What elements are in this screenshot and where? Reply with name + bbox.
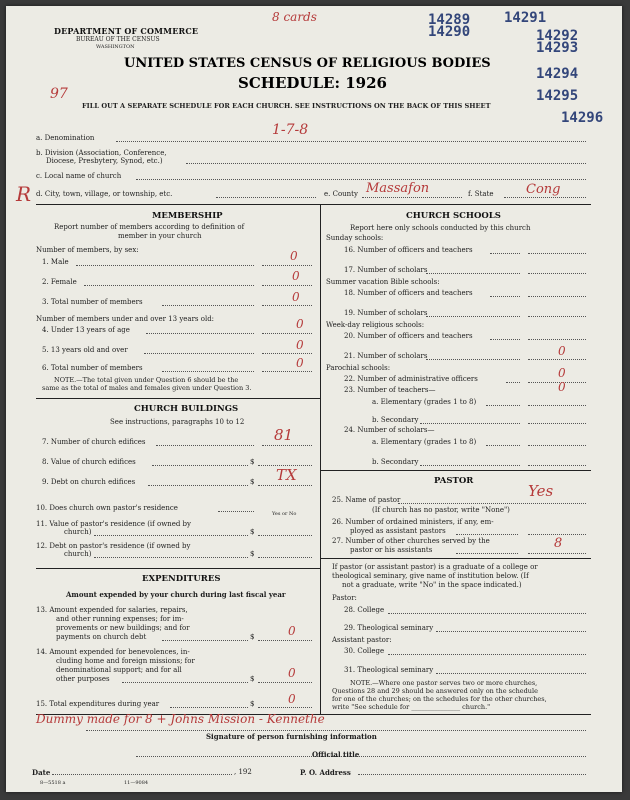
pastor-note-1: NOTE.—Where one pastor serves two or more churches,	[350, 679, 538, 687]
handwritten-r: R	[16, 182, 32, 206]
grad-note-2: theological seminary, give name of institution below. (If	[332, 572, 529, 580]
hw-over13: 0	[296, 338, 304, 352]
q14-line2: cluding home and foreign missions; for	[56, 657, 195, 665]
form-code-2: 11—9084	[124, 780, 149, 786]
local-name-label: c. Local name of church	[36, 172, 122, 180]
q2-female: 2. Female	[42, 278, 77, 286]
q8-value: 8. Value of church edifices	[42, 458, 136, 466]
stamp-number: 14290	[428, 24, 471, 40]
buildings-heading: CHURCH BUILDINGS	[134, 404, 239, 414]
q11-church: church)	[64, 528, 92, 536]
q26-line2: ployed as assistant pastors	[350, 527, 446, 535]
year-label: , 192	[234, 768, 252, 776]
handwritten-cards: 8 cards	[272, 10, 317, 24]
state-label: f. State	[468, 190, 494, 198]
q27-line2: pastor or his assistants	[350, 546, 433, 554]
division-label-2: Diocese, Presbytery, Synod, etc.)	[46, 157, 163, 165]
q25: 25. Name of pastor	[332, 496, 401, 504]
hw-pastor-name: Yes	[528, 482, 554, 500]
expenditures-sub: Amount expended by your church during last fiscal year	[66, 590, 286, 599]
dollar-sign: $	[250, 550, 255, 558]
hw-male: 0	[290, 249, 298, 263]
q16: 16. Number of officers and teachers	[344, 246, 473, 254]
q13-line1: 13. Amount expended for salaries, repairs,	[36, 606, 188, 614]
city-town-label: d. City, town, village, or township, etc.	[36, 190, 173, 198]
official-title-label: Official title	[312, 750, 360, 759]
handwritten-county: Massafon	[366, 181, 430, 196]
q28: 28. College	[344, 606, 385, 614]
grad-note-1: If pastor (or assistant pastor) is a graduate of a college or	[332, 563, 538, 571]
hw-salaries: 0	[288, 624, 296, 638]
q13-line4: payments on church debt	[56, 633, 147, 641]
schools-sub: Report here only schools conducted by this church	[350, 224, 531, 232]
membership-sub-2: member in your church	[118, 232, 202, 240]
pastor-sub: Pastor:	[332, 594, 357, 602]
pastor-note-4: write "See schedule for _______________ church."	[332, 703, 491, 711]
membership-note-2: same as the total of males and females given under Question 3.	[42, 384, 252, 392]
dollar-sign: $	[250, 633, 255, 641]
handwritten-state: Cong	[526, 182, 561, 197]
q24: 24. Number of scholars—	[344, 426, 435, 434]
grad-note-3: not a graduate, write "No" in the space indicated.)	[342, 581, 522, 589]
q25-hint: (If church has no pastor, write "None")	[372, 506, 510, 514]
q31: 31. Theological seminary	[344, 666, 434, 674]
q12-debt: 12. Debt on pastor's residence (if owned by	[36, 542, 191, 550]
hw-admin-officers: 0	[558, 366, 566, 380]
q30: 30. College	[344, 647, 385, 655]
q7-edifices: 7. Number of church edifices	[42, 438, 146, 446]
q18: 18. Number of officers and teachers	[344, 289, 473, 297]
hw-female: 0	[292, 269, 300, 283]
q1-male: 1. Male	[42, 258, 69, 266]
q14-line4: other purposes	[56, 675, 110, 683]
stamp-number: 14296	[561, 110, 604, 126]
handwritten-number: 97	[50, 86, 68, 102]
hw-total-exp: 0	[288, 692, 296, 706]
asst-pastor-sub: Assistant pastor:	[332, 636, 392, 644]
dollar-sign: $	[250, 478, 255, 486]
instructions-line: FILL OUT A SEPARATE SCHEDULE FOR EACH CHURCH. SEE INSTRUCTIONS ON THE BACK OF THIS SHEET	[82, 102, 491, 110]
q5-over13: 5. 13 years old and over	[42, 346, 128, 354]
q6-total: 6. Total number of members	[42, 364, 143, 372]
q14-line1: 14. Amount expended for benevolences, in-	[36, 648, 190, 656]
q9-debt: 9. Debt on church edifices	[42, 478, 136, 486]
census-form-sheet	[6, 6, 622, 792]
dollar-sign: $	[250, 458, 255, 466]
pastor-heading: PASTOR	[434, 476, 474, 486]
county-label: e. County	[324, 190, 358, 198]
hw-other-churches: 8	[554, 536, 563, 551]
schedule-title: SCHEDULE: 1926	[238, 74, 387, 92]
hw-edifices: 81	[274, 426, 294, 444]
sunday-schools: Sunday schools:	[326, 234, 384, 242]
q13-line3: provements or new buildings; and for	[56, 624, 190, 632]
hw-scholars-weekday: 0	[558, 344, 566, 358]
q21: 21. Number of scholars	[344, 352, 428, 360]
q14-line3: denominational support; and for all	[56, 666, 182, 674]
stamp-number: 14292	[536, 28, 579, 44]
buildings-sub: See instructions, paragraphs 10 to 12	[110, 418, 245, 426]
weekday-schools: Week-day religious schools:	[326, 321, 425, 329]
schools-heading: CHURCH SCHOOLS	[406, 211, 501, 221]
q17: 17. Number of scholars	[344, 266, 428, 274]
q12-church: church)	[64, 550, 92, 558]
division-label: b. Division (Association, Conference,	[36, 149, 167, 157]
q29: 29. Theological seminary	[344, 624, 434, 632]
membership-sub-1: Report number of members according to definition of	[54, 223, 245, 231]
department-label: DEPARTMENT OF COMMERCE	[54, 26, 199, 36]
q20: 20. Number of officers and teachers	[344, 332, 473, 340]
stamp-number: 14295	[536, 88, 579, 104]
q15-total: 15. Total expenditures during year	[36, 700, 160, 708]
by-sex-label: Number of members, by sex:	[36, 246, 139, 254]
q24b: b. Secondary	[372, 458, 419, 466]
q11-value: 11. Value of pastor's residence (if owned by	[36, 520, 191, 528]
q3-total: 3. Total number of members	[42, 298, 143, 306]
dollar-sign: $	[250, 528, 255, 536]
dollar-sign: $	[250, 700, 255, 708]
q23: 23. Number of teachers—	[344, 386, 436, 394]
dollar-sign: $	[250, 675, 255, 683]
q26-line1: 26. Number of ordained ministers, if any, em-	[332, 518, 494, 526]
denomination-label: a. Denomination	[36, 134, 95, 142]
bureau-label: BUREAU OF THE CENSUS	[76, 36, 160, 43]
q27-line1: 27. Number of other churches served by the	[332, 537, 490, 545]
age-header: Number of members under and over 13 years old:	[36, 315, 215, 323]
q24a: a. Elementary (grades 1 to 8)	[372, 438, 477, 446]
q13-line2: and other running expenses; for im-	[56, 615, 184, 623]
po-address-label: P. O. Address	[300, 768, 351, 777]
q23b: b. Secondary	[372, 416, 419, 424]
hw-teachers: 0	[558, 380, 566, 394]
date-label: Date	[32, 768, 51, 777]
pastor-note-3: for one of the churches; on the schedules for the other churches,	[332, 695, 547, 703]
hw-under13: 0	[296, 317, 304, 331]
q10-residence: 10. Does church own pastor's residence	[36, 504, 178, 512]
hw-signature: Dummy made for 8 + Johns Mission - Kennethe	[36, 712, 325, 726]
q23a: a. Elementary (grades 1 to 8)	[372, 398, 477, 406]
hw-total2: 0	[296, 356, 304, 370]
form-code-1: 8—5518 a	[40, 780, 66, 786]
stamp-number: 14289	[428, 12, 471, 28]
q19: 19. Number of scholars	[344, 309, 428, 317]
membership-heading: MEMBERSHIP	[152, 211, 223, 221]
handwritten-code: 1-7-8	[272, 122, 309, 138]
stamp-number: 14291	[504, 10, 547, 26]
form-title: UNITED STATES CENSUS OF RELIGIOUS BODIES	[124, 56, 491, 71]
hw-total: 0	[292, 290, 300, 304]
hw-benevolences: 0	[288, 666, 296, 680]
pastor-note-2: Questions 28 and 29 should be answered only on the schedule	[332, 687, 538, 695]
hw-debt: TX	[276, 466, 297, 484]
yes-no-hint: Yes or No	[272, 511, 297, 517]
expenditures-heading: EXPENDITURES	[142, 574, 221, 584]
signature-label: Signature of person furnishing information	[206, 732, 377, 741]
stamp-number: 14293	[536, 40, 579, 56]
membership-note-1: NOTE.—The total given under Question 6 should be the	[54, 376, 239, 384]
q22: 22. Number of administrative officers	[344, 375, 478, 383]
q4-under13: 4. Under 13 years of age	[42, 326, 130, 334]
parochial-schools: Parochial schools:	[326, 364, 391, 372]
stamp-number: 14294	[536, 66, 579, 82]
summer-schools: Summer vacation Bible schools:	[326, 278, 440, 286]
city-label: WASHINGTON	[96, 44, 135, 50]
